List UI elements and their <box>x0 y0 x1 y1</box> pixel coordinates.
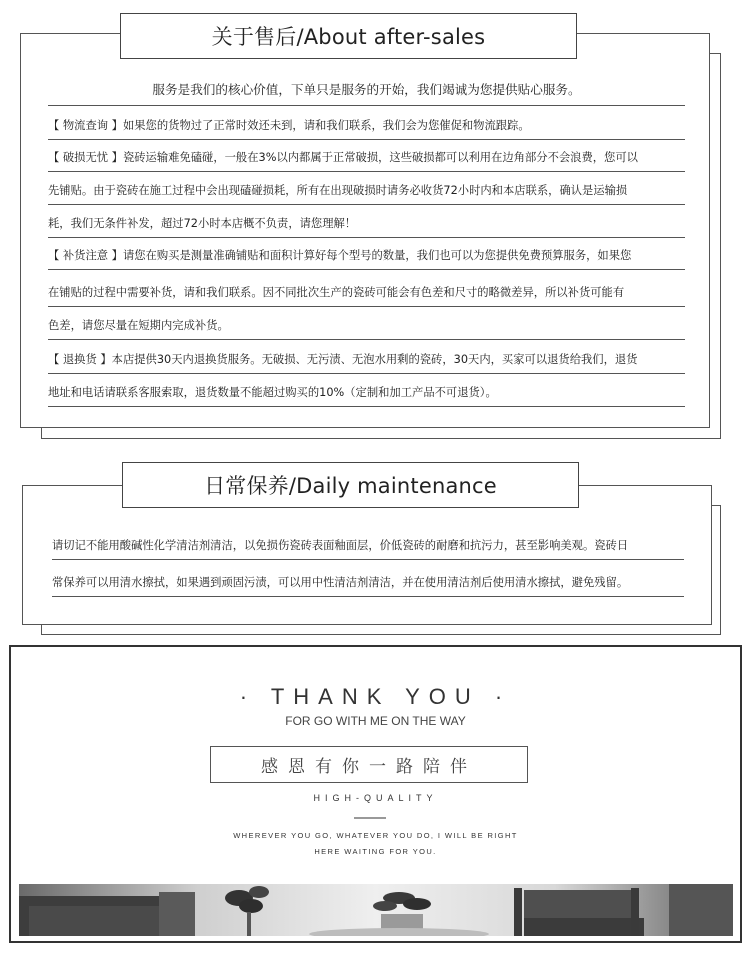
after-sales-line: 耗，我们无条件补发，超过72小时本店概不负责，请您理解！ <box>48 211 685 238</box>
high-quality-label: HIGH-QUALITY <box>313 793 438 803</box>
after-sales-line: 【 物流查询 】如果您的货物过了正常时效还未到，请和我们联系，我们会为您催促和物流跟踪。 <box>48 113 685 140</box>
after-sales-line: 先铺贴。由于瓷砖在施工过程中会出现磕碰损耗，所有在出现破损时请务必收货72小时内和本店联系，确认是运输损 <box>48 178 685 205</box>
after-sales-line: 色差，请您尽量在短期内完成补货。 <box>48 313 685 340</box>
after-sales-line: 【 补货注意 】请您在购买是测量准确铺贴和面积计算好每个型号的数量，我们也可以为您提供免费预算服务，如果您 <box>48 243 685 270</box>
divider-rule <box>354 817 386 819</box>
maintenance-line: 常保养可以用清水擦拭，如果遇到顽固污渍，可以用中性清洁剂清洁，并在使用清洁剂后使用清水擦拭，避免残留。 <box>52 570 684 597</box>
after-sales-line: 【 退换货 】本店提供30天内退换货服务。无破损、无污渍、无泡水用剩的瓷砖，30天内，买家可以退货给我们，退货 <box>48 347 685 374</box>
thank-you-panel <box>9 645 742 943</box>
after-sales-intro: 服务是我们的核心价值，下单只是服务的开始，我们竭诚为您提供贴心服务。 <box>48 76 685 106</box>
thank-you-title: · THANK YOU · <box>239 684 512 709</box>
after-sales-line: 地址和电话请联系客服索取，退货数量不能超过购买的10%（定制和加工产品不可退货）。 <box>48 380 685 407</box>
after-sales-line: 【 破损无忧 】瓷砖运输难免磕碰，一般在3%以内都属于正常破损，这些破损都可以利用在边角部分不会浪费，您可以 <box>48 145 685 172</box>
thank-you-message-line2: HERE WAITING FOR YOU. <box>314 847 437 856</box>
after-sales-line: 在铺贴的过程中需要补货，请和我们联系。因不同批次生产的瓷砖可能会有色差和尺寸的略微差异，所以补货可能有 <box>48 280 685 307</box>
after-sales-title: 关于售后/About after-sales <box>120 13 577 59</box>
interior-photo-illustration <box>19 884 733 936</box>
interior-photo <box>19 884 733 936</box>
thank-you-chinese-box: 感恩有你一路陪伴 <box>210 746 528 783</box>
thank-you-subtitle: FOR GO WITH ME ON THE WAY <box>285 714 466 728</box>
thank-you-message-line1: WHEREVER YOU GO, WHATEVER YOU DO, I WILL BE RIGHT <box>233 831 518 840</box>
maintenance-title: 日常保养/Daily maintenance <box>122 462 579 508</box>
maintenance-line: 请切记不能用酸碱性化学清洁剂清洁，以免损伤瓷砖表面釉面层，价低瓷砖的耐磨和抗污力，甚至影响美观。瓷砖日 <box>52 533 684 560</box>
